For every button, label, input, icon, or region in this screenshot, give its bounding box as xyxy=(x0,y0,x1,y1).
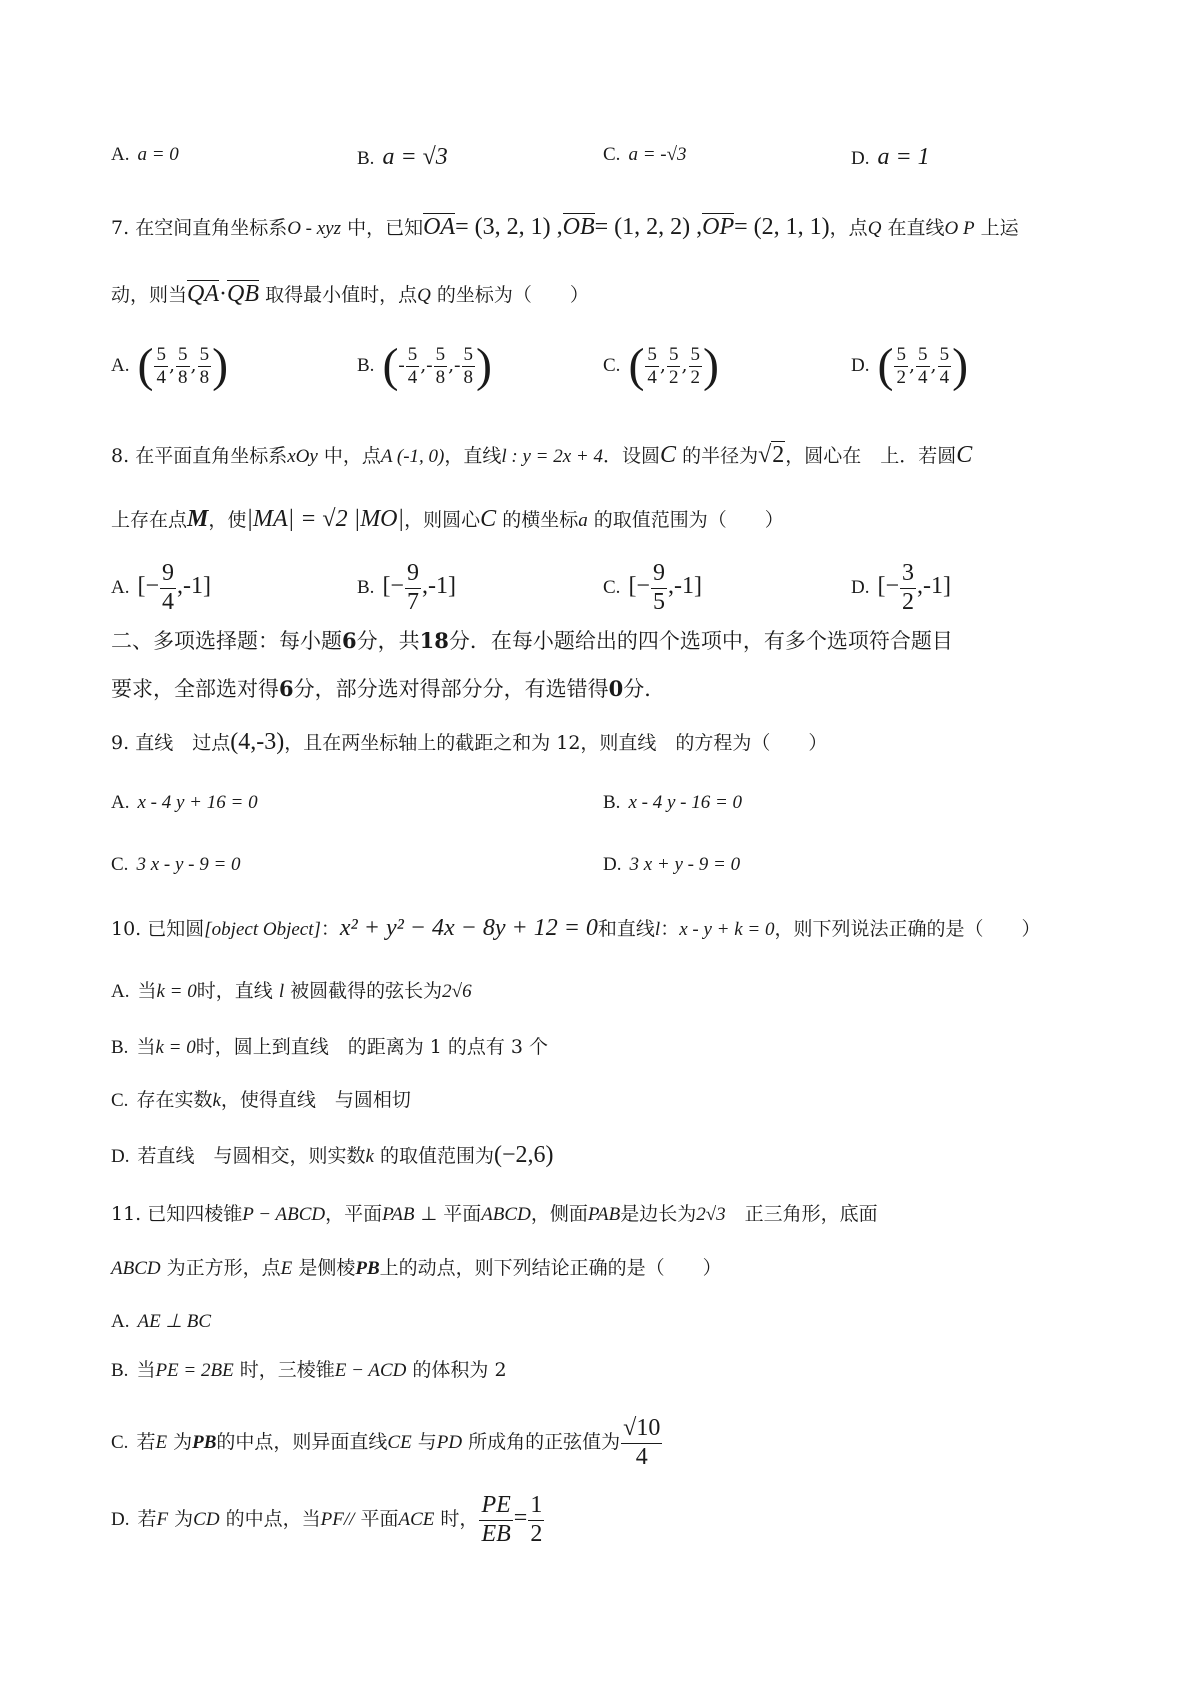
option-label: A. xyxy=(111,144,130,165)
stem-text: 上运 xyxy=(980,217,1019,239)
q7-stem-line1 xyxy=(111,213,1019,242)
stem-text: 的横坐标 xyxy=(502,509,579,531)
option-label: B. xyxy=(111,1360,129,1381)
section-2-heading-line1 xyxy=(111,628,953,654)
math: k = 0 xyxy=(155,1037,196,1058)
stem-text: ，则下列说法正确的是（ ） xyxy=(774,918,1041,940)
math: CD xyxy=(193,1509,220,1531)
option-text: 平面 xyxy=(360,1508,399,1531)
option-text: 时，直线 xyxy=(196,980,273,1002)
math: (4,-3) xyxy=(230,729,285,755)
stem-text: 中，点 xyxy=(323,445,381,467)
q7-option-a: A. ( $\frac{5}{4}$ , $\frac{5}{8}$ , $\frac{5}{8}$ ) xyxy=(111,339,229,392)
math: PE = 2BE xyxy=(155,1360,234,1381)
q11-stem-line1 xyxy=(111,1203,878,1227)
section-2-heading-line2 xyxy=(111,676,665,702)
stem-text: 动，则当 xyxy=(111,284,188,306)
option-label: A. xyxy=(111,1311,130,1332)
option-expr: 3 x + y - 9 = 0 xyxy=(629,854,741,875)
q10-option-b xyxy=(111,1036,548,1060)
q6-option-d xyxy=(851,143,930,172)
question-number: 11. xyxy=(111,1203,142,1225)
stem-text: 的取值范围为（ ） xyxy=(593,509,784,531)
q11-option-d xyxy=(111,1492,545,1548)
q8-option-c: C. [− $\frac{9}{5}$ ,-1] xyxy=(603,560,702,615)
math: 2√6 xyxy=(442,981,472,1002)
question-number: 10. xyxy=(111,918,142,940)
option-text: 存在实数 xyxy=(136,1089,213,1111)
math: = xyxy=(513,1505,528,1532)
fraction: $\frac{5}{4}$ xyxy=(407,343,418,388)
option-label: B. xyxy=(357,355,375,376)
stem-text: ： xyxy=(660,918,680,940)
stem-text: 已知圆 xyxy=(147,918,205,940)
fraction: $\frac{5}{4}$ xyxy=(156,343,166,388)
math: PAB xyxy=(382,1204,415,1225)
math: x - y + k = 0 xyxy=(679,919,775,940)
stem-text: ．设圆 xyxy=(603,445,661,467)
option-label: C. xyxy=(603,577,621,599)
stem-text: 上存在点 xyxy=(111,509,188,531)
math: k xyxy=(365,1146,374,1167)
option-text: 为 xyxy=(174,1508,194,1531)
option-text: 被圆截得的弦长为 xyxy=(290,980,443,1002)
fraction: $\frac{5}{2}$ xyxy=(690,343,701,388)
math: xOy xyxy=(287,446,318,467)
vector: QB xyxy=(227,281,260,307)
stem-text: ，平面 xyxy=(325,1203,383,1225)
q9-stem xyxy=(111,728,827,757)
option-label: A. xyxy=(111,577,130,599)
math: PB xyxy=(192,1432,217,1454)
q6-option-c xyxy=(603,143,687,167)
section-text: 要求，全部选对得 xyxy=(111,677,279,701)
question-number: 8. xyxy=(111,445,130,467)
section-number: 6 xyxy=(342,628,357,653)
fraction: $\frac{5}{4}$ xyxy=(939,343,950,388)
option-label: C. xyxy=(603,144,621,165)
q7-option-c: C. ( $\frac{5}{4}$ , $\frac{5}{2}$ , $\frac{5}{2}$ ) xyxy=(603,339,719,392)
stem-text: ，点 xyxy=(829,217,868,239)
section-number: 0 xyxy=(608,676,624,701)
stem-text: 的半径为 xyxy=(682,445,759,467)
q6-option-a xyxy=(111,143,179,167)
math: ACE xyxy=(398,1509,435,1531)
math: [object Object] xyxy=(204,919,321,940)
q8-option-a: A. [− $\frac{9}{4}$ ,-1] xyxy=(111,560,211,615)
section-text: 分，部分选对得部分分，有选错得 xyxy=(293,677,609,701)
math: E xyxy=(155,1432,168,1454)
math: CE xyxy=(387,1432,412,1454)
fraction: $\frac{5}{2}$ xyxy=(668,343,679,388)
q7-option-b: B. (- $\frac{5}{4}$ ,- $\frac{5}{8}$ ,- $\frac{5}{8}$ ) xyxy=(357,339,492,392)
option-text: 时，三棱锥 xyxy=(239,1359,335,1381)
option-label: B. xyxy=(111,1037,129,1058)
fraction: $\frac{5}{8}$ xyxy=(178,343,188,388)
math: a xyxy=(578,510,588,531)
vector: QA xyxy=(187,281,220,307)
math: C xyxy=(480,506,497,532)
math: x² + y² − 4x − 8y + 12 = 0 xyxy=(339,915,598,941)
math: k = 0 xyxy=(156,981,197,1002)
fraction: $\frac{5}{4}$ xyxy=(647,343,657,388)
option-expr: a = -√3 xyxy=(628,144,687,165)
fraction: $\frac{5}{8}$ xyxy=(199,343,210,388)
math: P − ABCD xyxy=(242,1204,326,1225)
option-text: 当 xyxy=(136,1036,156,1058)
q7-stem-line2 xyxy=(111,280,589,309)
option-label: C. xyxy=(111,1432,129,1454)
option-label: B. xyxy=(357,148,375,169)
math: (−2,6) xyxy=(494,1142,554,1168)
fraction: $\frac{5}{2}$ xyxy=(896,343,906,388)
stem-text: ，则圆心 xyxy=(404,509,481,531)
option-text: 的中点，当 xyxy=(225,1508,321,1531)
vector: OB xyxy=(562,214,595,240)
vector: OP xyxy=(702,214,735,240)
q11-option-a xyxy=(111,1310,211,1334)
stem-text: 是侧棱 xyxy=(298,1257,356,1279)
stem-text: ，侧面 xyxy=(530,1203,588,1225)
q11-stem-line2 xyxy=(111,1257,722,1281)
fraction: $\frac{5}{8}$ xyxy=(463,343,473,388)
option-label: B. xyxy=(357,577,375,599)
math: ⊥ xyxy=(420,1204,438,1225)
option-text: 若 xyxy=(136,1431,156,1454)
option-text: 所成角的正弦值为 xyxy=(468,1431,621,1454)
section-text: 分，共 xyxy=(356,629,420,653)
q7-option-d: D. ( $\frac{5}{2}$ , $\frac{5}{4}$ , $\frac{5}{4}$ ) xyxy=(851,339,969,392)
math: Q xyxy=(867,218,882,239)
stem-text: 和直线 xyxy=(597,918,655,940)
option-label: D. xyxy=(851,577,870,599)
q8-option-d: D. [− $\frac{3}{2}$ ,-1] xyxy=(851,560,951,615)
option-label: A. xyxy=(111,981,130,1002)
stem-text: 中，已知 xyxy=(347,217,424,239)
option-text: 若直线 与圆相交，则实数 xyxy=(137,1145,366,1167)
option-text: 与 xyxy=(417,1431,437,1454)
math: C xyxy=(660,442,677,468)
option-label: B. xyxy=(603,792,621,813)
option-label: D. xyxy=(111,1509,130,1531)
math: PB xyxy=(355,1258,380,1279)
option-text: 时，圆上到直线 的距离为 1 的点有 3 个 xyxy=(195,1036,549,1058)
q9-option-c xyxy=(111,853,241,877)
fraction: $\frac{3}{2}$ xyxy=(902,560,915,615)
option-text: 的中点，则异面直线 xyxy=(216,1431,388,1454)
option-text: 的体积为 2 xyxy=(412,1359,507,1381)
q8-option-b: B. [− $\frac{9}{7}$ ,-1] xyxy=(357,560,456,615)
math: A (-1, 0) xyxy=(380,446,445,467)
stem-text: 已知四棱锥 xyxy=(147,1203,243,1225)
math: PD xyxy=(436,1432,463,1454)
fraction: $\frac{√10}{4}$ xyxy=(623,1415,661,1470)
stem-text: 直线 过点 xyxy=(135,732,231,754)
stem-text: ，使 xyxy=(208,509,247,531)
math: PAB xyxy=(587,1204,621,1225)
stem-text: ： xyxy=(320,918,340,940)
fraction: $\frac{9}{7}$ xyxy=(406,560,419,615)
math: = (1, 2, 2) , xyxy=(594,214,703,240)
option-expr: 3 x - y - 9 = 0 xyxy=(136,854,241,875)
section-text: 分．在每小题给出的四个选项中，有多个选项符合题目 xyxy=(448,629,953,653)
math: k xyxy=(212,1090,221,1111)
question-number: 7. xyxy=(111,217,130,239)
q9-option-b xyxy=(603,791,742,815)
math: ABCD xyxy=(481,1204,531,1225)
math: ABCD xyxy=(111,1258,161,1279)
option-text: 的取值范围为 xyxy=(379,1145,494,1167)
question-number: 9. xyxy=(111,732,130,754)
section-text: 二、多项选择题：每小题 xyxy=(111,629,342,653)
section-text: 分． xyxy=(623,677,666,701)
option-expr: x - 4 y - 16 = 0 xyxy=(628,792,743,813)
math: C xyxy=(956,442,973,468)
math: 2√3 xyxy=(696,1204,726,1225)
q8-stem-line2 xyxy=(111,505,784,534)
option-label: A. xyxy=(111,355,130,376)
math: E − ACD xyxy=(334,1360,407,1381)
fraction: $\frac{5}{8}$ xyxy=(435,343,446,388)
math: l xyxy=(654,919,661,940)
math: |MA| = √2 |MO| xyxy=(246,506,405,532)
q10-option-a xyxy=(111,980,472,1004)
option-expr: AE ⊥ BC xyxy=(137,1311,212,1332)
math: = (3, 2, 1) , xyxy=(455,214,563,240)
math: l : y = 2x + 4 xyxy=(501,446,603,467)
fraction: $\frac{9}{4}$ xyxy=(162,560,175,615)
math: · xyxy=(219,281,228,307)
option-label: D. xyxy=(111,1146,130,1167)
fraction: $\frac{5}{4}$ xyxy=(918,343,928,388)
option-text: ，使得直线 与圆相切 xyxy=(220,1089,411,1111)
option-expr: a = 0 xyxy=(137,144,179,165)
stem-text: 是边长为 xyxy=(620,1203,697,1225)
q9-option-a xyxy=(111,791,258,815)
section-number: 18 xyxy=(419,628,449,653)
option-label: C. xyxy=(111,854,129,875)
stem-text: ，直线 xyxy=(444,445,502,467)
stem-text: 的坐标为（ ） xyxy=(436,284,589,306)
section-number: 6 xyxy=(279,676,294,701)
fraction: $\frac{PE}{EB}$ xyxy=(481,1492,511,1547)
stem-text: 在平面直角坐标系 xyxy=(135,445,288,467)
stem-text: 在直线 xyxy=(887,217,945,239)
math: M xyxy=(187,506,209,532)
option-label: D. xyxy=(603,854,622,875)
vector: OA xyxy=(423,214,456,240)
option-text: 为 xyxy=(173,1431,193,1454)
option-text: 若 xyxy=(137,1508,157,1531)
math: E xyxy=(280,1258,293,1279)
math: l xyxy=(278,981,285,1002)
math: Q xyxy=(417,285,431,306)
stem-text: ，且在两坐标轴上的截距之和为 12，则直线 的方程为（ ） xyxy=(284,732,828,754)
q11-option-b xyxy=(111,1359,507,1383)
sqrt: √2 xyxy=(758,442,785,468)
stem-text: 在空间直角坐标系 xyxy=(135,217,288,239)
stem-text: 为正方形，点 xyxy=(166,1257,281,1279)
option-label: C. xyxy=(111,1090,129,1111)
option-text: 当 xyxy=(136,1359,156,1381)
q11-option-c xyxy=(111,1415,663,1471)
option-text: 时， xyxy=(440,1508,479,1531)
stem-text: ，圆心在 上．若圆 xyxy=(785,445,957,467)
q10-option-c xyxy=(111,1089,411,1113)
math: F xyxy=(156,1509,169,1531)
option-expr: x - 4 y + 16 = 0 xyxy=(137,792,258,813)
option-expr: a = √3 xyxy=(382,144,448,170)
q9-option-d xyxy=(603,853,740,877)
q10-stem xyxy=(111,914,1041,943)
math: O P xyxy=(944,218,975,239)
fraction: $\frac{1}{2}$ xyxy=(530,1492,543,1547)
option-expr: a = 1 xyxy=(877,144,930,170)
math: O - xyz xyxy=(287,218,342,239)
q6-option-b xyxy=(357,143,448,172)
option-label: D. xyxy=(851,148,870,169)
stem-text: 正三角形，底面 xyxy=(725,1203,878,1225)
q10-option-d xyxy=(111,1141,554,1170)
stem-text: 平面 xyxy=(443,1203,482,1225)
stem-text: 取得最小值时，点 xyxy=(265,284,418,306)
q8-stem-line1 xyxy=(111,441,972,470)
option-label: A. xyxy=(111,792,130,813)
stem-text: 上的动点，则下列结论正确的是（ ） xyxy=(379,1257,722,1279)
option-label: D. xyxy=(851,355,870,376)
option-text: 当 xyxy=(137,980,157,1002)
option-label: C. xyxy=(603,355,621,376)
math: PF// xyxy=(320,1509,355,1531)
fraction: $\frac{9}{5}$ xyxy=(652,560,665,615)
math: = (2, 1, 1) xyxy=(734,214,830,240)
